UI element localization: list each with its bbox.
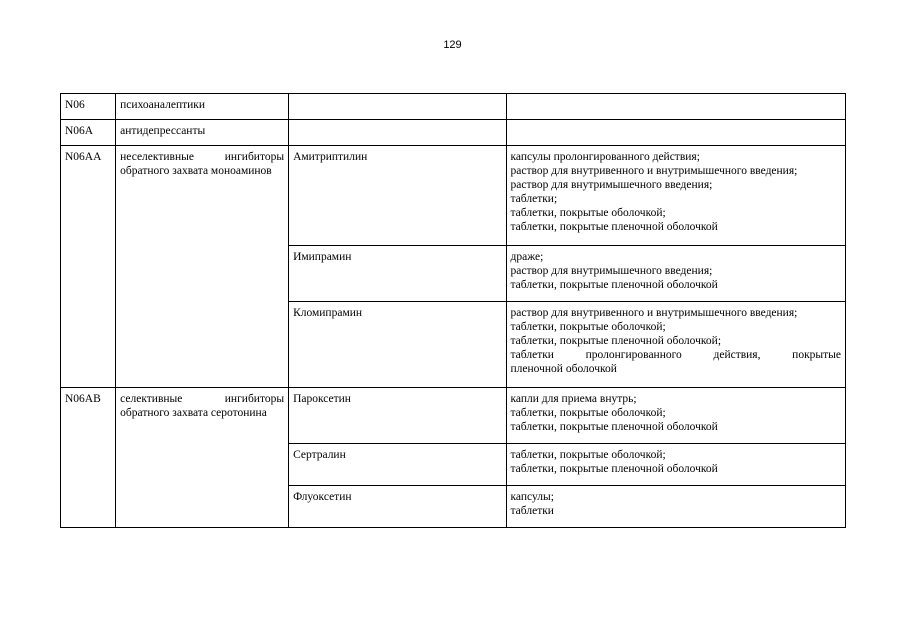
dosage-forms-cell xyxy=(506,486,845,528)
dosage-form: таблетки; xyxy=(510,193,558,205)
dosage-form: таблетки, покрытые оболочкой; xyxy=(510,407,666,419)
drug-name-cell xyxy=(289,120,506,146)
dosage-form: таблетки, покрытые оболочкой; xyxy=(510,449,666,461)
dosage-form: таблетки, покрытые пленочной оболочкой xyxy=(510,463,718,475)
dosage-form: таблетки, покрытые пленочной оболочкой xyxy=(510,221,718,233)
dosage-form: таблетки, покрытые оболочкой; xyxy=(510,321,666,333)
dosage-forms-cell xyxy=(506,246,845,302)
dosage-form: раствор для внутривенного и внутримышечного введения; xyxy=(510,307,798,319)
dosage-form: капли для приема внутрь; xyxy=(510,393,637,405)
dosage-form: раствор для внутримышечного введения; xyxy=(510,265,713,277)
dosage-form: пленочной оболочкой xyxy=(510,363,617,375)
dosage-form: раствор для внутримышечного введения; xyxy=(510,179,713,191)
dosage-form: таблетки пролонгированного действия, покрытые xyxy=(510,349,841,361)
atc-group-cell: антидепрессанты xyxy=(116,120,289,146)
dosage-form: таблетки, покрытые оболочкой; xyxy=(510,207,666,219)
dosage-forms-cell xyxy=(506,146,845,246)
atc-code-cell: N06AB xyxy=(61,388,116,528)
atc-code-cell: N06 xyxy=(61,94,116,120)
dosage-forms-cell xyxy=(506,444,845,486)
table-row-n06 xyxy=(61,94,846,120)
dosage-form: таблетки, покрытые пленочной оболочкой xyxy=(510,279,718,291)
drug-name-cell: Амитриптилин xyxy=(289,146,506,246)
dosage-form: таблетки, покрытые пленочной оболочкой; xyxy=(510,335,722,347)
dosage-form: драже; xyxy=(510,251,544,263)
table-row-n06aa-amitriptyline xyxy=(61,146,846,246)
drug-name-cell: Пароксетин xyxy=(289,388,506,444)
drug-name-cell xyxy=(289,94,506,120)
atc-group-cell: неселективные ингибиторы обратного захвата моноаминов xyxy=(116,146,289,388)
dosage-form: раствор для внутривенного и внутримышечного введения; xyxy=(510,165,798,177)
dosage-form: таблетки, покрытые пленочной оболочкой xyxy=(510,421,718,433)
table-row-n06a xyxy=(61,120,846,146)
dosage-form: капсулы пролонгированного действия; xyxy=(510,151,700,163)
page-number: 129 xyxy=(443,39,462,51)
drug-table xyxy=(60,93,846,528)
drug-name-cell: Сертралин xyxy=(289,444,506,486)
dosage-form: капсулы; xyxy=(510,491,554,503)
drug-name-cell: Кломипрамин xyxy=(289,302,506,388)
atc-code-cell: N06AA xyxy=(61,146,116,388)
drug-name-cell: Имипрамин xyxy=(289,246,506,302)
dosage-forms-cell xyxy=(506,120,845,146)
dosage-forms-cell xyxy=(506,302,845,388)
atc-group-cell: селективные ингибиторы обратного захвата серотонина xyxy=(116,388,289,528)
dosage-form: таблетки xyxy=(510,505,554,517)
dosage-forms-cell xyxy=(506,388,845,444)
table-row-n06ab-paroxetine xyxy=(61,388,846,444)
atc-code-cell: N06A xyxy=(61,120,116,146)
dosage-forms-cell xyxy=(506,94,845,120)
drug-name-cell: Флуоксетин xyxy=(289,486,506,528)
atc-group-cell: психоаналептики xyxy=(116,94,289,120)
